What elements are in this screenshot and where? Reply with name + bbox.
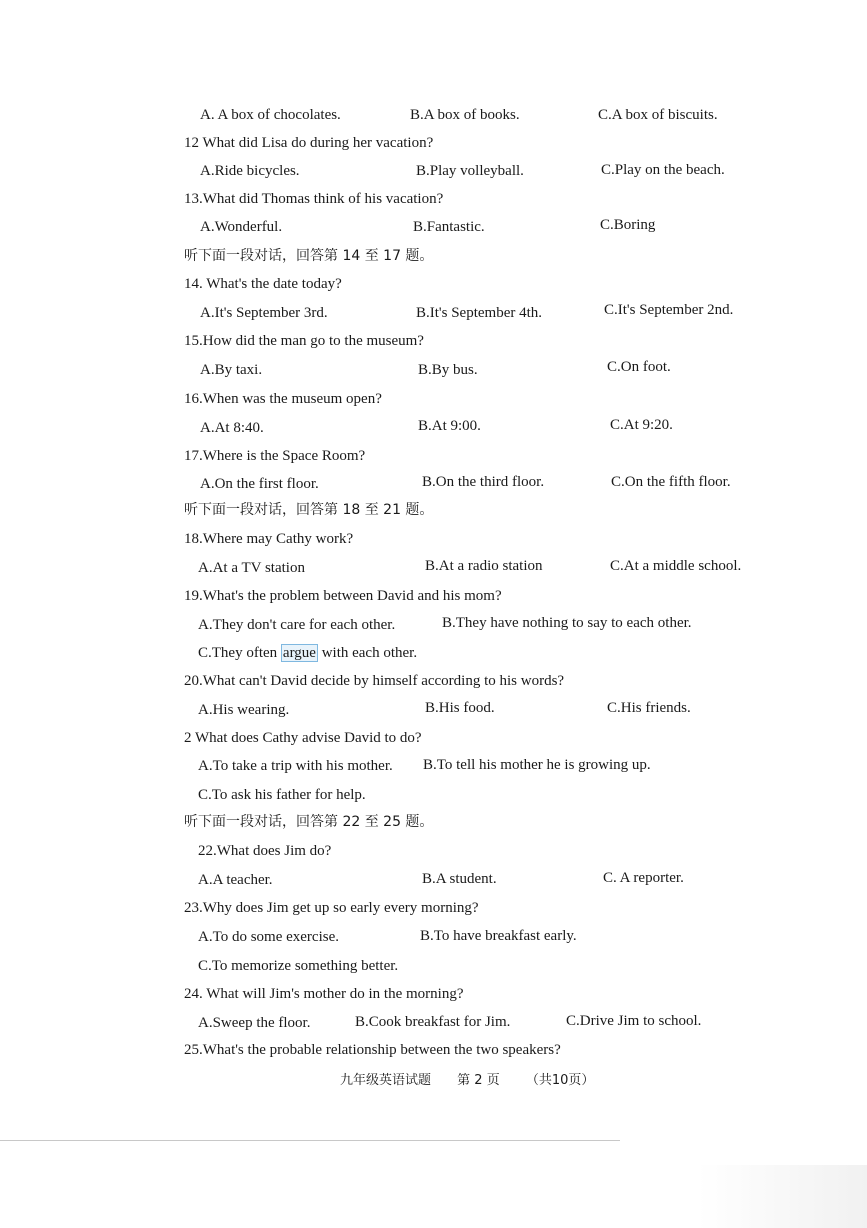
question-20: 20.What can't David decide by himself according to his words? xyxy=(184,673,565,689)
option-21c: C.To ask his father for help. xyxy=(198,787,366,803)
option-11b: B.A box of books. xyxy=(410,107,520,123)
option-19b: B.They have nothing to say to each other. xyxy=(442,615,692,631)
option-14c: C.It's September 2nd. xyxy=(604,302,734,318)
question-19: 19.What's the problem between David and his mom? xyxy=(184,588,502,604)
section-instruction-14-17: 听下面一段对话，回答第 14 至 17 题。 xyxy=(184,248,434,264)
footer-page-number: 第 2 页 xyxy=(457,1073,500,1088)
footer-total-pages: （共10页） xyxy=(525,1073,595,1088)
option-24a: A.Sweep the floor. xyxy=(198,1015,311,1031)
option-12b: B.Play volleyball. xyxy=(416,163,524,179)
option-19c-start: C.They often xyxy=(198,645,278,661)
option-18c: C.At a middle school. xyxy=(610,558,742,574)
option-16b: B.At 9:00. xyxy=(418,418,481,434)
question-23: 23.Why does Jim get up so early every morning? xyxy=(184,900,479,916)
section-instruction-22-25: 听下面一段对话，回答第 22 至 25 题。 xyxy=(184,814,434,830)
question-25: 25.What's the probable relationship between the two speakers? xyxy=(184,1042,561,1058)
question-15: 15.How did the man go to the museum? xyxy=(184,333,424,349)
question-12: 12 What did Lisa do during her vacation? xyxy=(184,135,434,151)
option-22c: C. A reporter. xyxy=(603,870,684,886)
footer-subject: 九年级英语试题 xyxy=(340,1073,432,1088)
question-21: 2 What does Cathy advise David to do? xyxy=(184,730,422,746)
question-17: 17.Where is the Space Room? xyxy=(184,448,366,464)
option-22b: B.A student. xyxy=(422,871,497,887)
scan-edge-line xyxy=(0,1140,620,1141)
option-15b: B.By bus. xyxy=(418,362,478,378)
section-instruction-18-21: 听下面一段对话，回答第 18 至 21 题。 xyxy=(184,502,434,518)
option-13a: A.Wonderful. xyxy=(200,219,283,235)
question-18: 18.Where may Cathy work? xyxy=(184,531,354,547)
highlighted-word: argue xyxy=(282,645,316,661)
option-24b: B.Cook breakfast for Jim. xyxy=(355,1014,511,1030)
question-24: 24. What will Jim's mother do in the morning? xyxy=(184,986,464,1002)
option-17c: C.On the fifth floor. xyxy=(611,474,731,490)
option-18a: A.At a TV station xyxy=(198,560,305,576)
question-14: 14. What's the date today? xyxy=(184,276,342,292)
option-23b: B.To have breakfast early. xyxy=(420,928,577,944)
question-16: 16.When was the museum open? xyxy=(184,391,382,407)
option-23a: A.To do some exercise. xyxy=(198,929,339,945)
option-17a: A.On the first floor. xyxy=(200,476,319,492)
option-18b: B.At a radio station xyxy=(425,558,543,574)
option-22a: A.A teacher. xyxy=(198,872,273,888)
option-11a: A. A box of chocolates. xyxy=(200,107,341,123)
option-13c: C.Boring xyxy=(600,217,656,233)
option-20c: C.His friends. xyxy=(607,700,691,716)
option-11c: C.A box of biscuits. xyxy=(598,107,718,123)
option-20a: A.His wearing. xyxy=(198,702,290,718)
option-12c: C.Play on the beach. xyxy=(601,162,725,178)
option-16a: A.At 8:40. xyxy=(200,420,264,436)
page-footer xyxy=(340,1069,616,1088)
option-20b: B.His food. xyxy=(425,700,495,716)
option-21b: B.To tell his mother he is growing up. xyxy=(423,757,651,773)
option-19a: A.They don't care for each other. xyxy=(198,617,396,633)
option-15c: C.On foot. xyxy=(607,359,671,375)
option-19c xyxy=(198,644,417,662)
option-23c: C.To memorize something better. xyxy=(198,958,399,974)
scan-shadow xyxy=(697,1165,867,1228)
option-21a: A.To take a trip with his mother. xyxy=(198,758,393,774)
option-13b: B.Fantastic. xyxy=(413,219,485,235)
option-14b: B.It's September 4th. xyxy=(416,305,543,321)
option-19c-end: with each other. xyxy=(321,645,418,661)
option-17b: B.On the third floor. xyxy=(422,474,545,490)
question-22: 22.What does Jim do? xyxy=(198,843,332,859)
option-16c: C.At 9:20. xyxy=(610,417,673,433)
option-14a: A.It's September 3rd. xyxy=(200,305,328,321)
option-12a: A.Ride bicycles. xyxy=(200,163,300,179)
option-24c: C.Drive Jim to school. xyxy=(566,1013,702,1029)
question-13: 13.What did Thomas think of his vacation? xyxy=(184,191,444,207)
option-15a: A.By taxi. xyxy=(200,362,263,378)
